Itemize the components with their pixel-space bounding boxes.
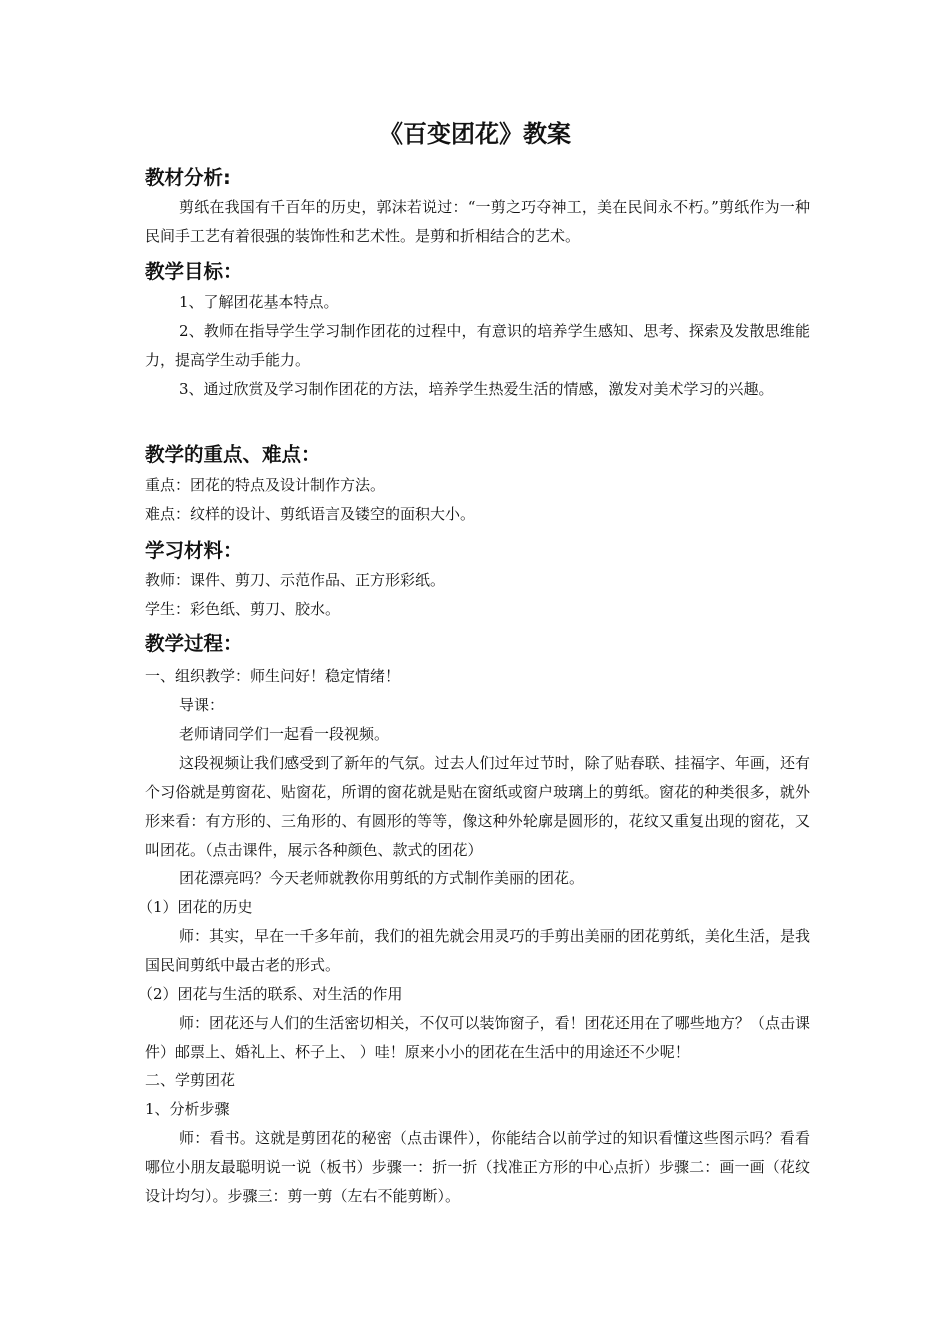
heading-process: 教学过程： <box>145 632 243 655</box>
process-step-2-1: 1、分析步骤 <box>145 1100 230 1118</box>
heading-materials: 学习材料： <box>145 539 243 562</box>
subsection-history-text: 师：其实，早在一千多年前，我们的祖先就会用灵巧的手剪出美丽的团花剪纸，美化生活，是我国民间剪纸中最古老的形式。 <box>145 927 810 974</box>
subsection-life-heading: （2）团花与生活的联系、对生活的作用 <box>138 985 403 1003</box>
intro-label: 导课： <box>179 696 225 714</box>
analysis-text: 剪纸在我国有千百年的历史，郭沫若说过：“一剪之巧夺神工，美在民间永不朽。”剪纸作为一种民间手工艺有着很强的装饰性和艺术性。是剪和折相结合的艺术。 <box>145 198 810 245</box>
goal-item-2: 2、教师在指导学生学习制作团花的过程中，有意识的培养学生感知、思考、探索及发散思维能力，提高学生动手能力。 <box>145 322 810 369</box>
heading-key-points: 教学的重点、难点： <box>145 443 321 466</box>
goal-item-1: 1、了解团花基本特点。 <box>179 293 339 311</box>
process-step-2: 二、学剪团花 <box>145 1071 236 1089</box>
goal-item-3: 3、通过欣赏及学习制作团花的方法，培养学生热爱生活的情感，激发对美术学习的兴趣。 <box>179 380 774 398</box>
subsection-history-heading: （1）团花的历史 <box>138 898 253 916</box>
document-title: 《百变团花》教案 <box>379 120 571 148</box>
difficult-point-text: 难点：纹样的设计、剪纸语言及镂空的面积大小。 <box>145 505 476 523</box>
process-step-2-text: 师：看书。这就是剪团花的秘密（点击课件），你能结合以前学过的知识看懂这些图示吗？看看哪位小朋友最聪明说一说（板书）步骤一：折一折（找准正方形的中心点折）步骤二：画一画（花纹设计均匀）。步骤三：剪一剪（左右不能剪断）。 <box>145 1129 810 1205</box>
heading-goals: 教学目标： <box>145 260 243 283</box>
heading-analysis: 教材分析: <box>145 166 231 189</box>
key-point-text: 重点：团花的特点及设计制作方法。 <box>145 476 386 494</box>
materials-student: 学生：彩色纸、剪刀、胶水。 <box>145 600 341 618</box>
process-step-1: 一、组织教学：师生问好！稳定情绪！ <box>145 667 401 685</box>
intro-paragraph-2: 这段视频让我们感受到了新年的气氛。过去人们过年过节时，除了贴春联、挂福字、年画，还有个习俗就是剪窗花、贴窗花，所谓的窗花就是贴在窗纸或窗户玻璃上的剪纸。窗花的种类很多，就外形来看：有方形的、三角形的、有圆形的等等，像这种外轮廓是圆形的，花纹又重复出现的窗花，又叫团花。（点击课件，展示各种颜色、款式的团花） <box>145 754 810 859</box>
intro-paragraph-3: 团花漂亮吗？今天老师就教你用剪纸的方式制作美丽的团花。 <box>179 869 585 887</box>
materials-teacher: 教师：课件、剪刀、示范作品、正方形彩纸。 <box>145 571 446 589</box>
subsection-life-text: 师：团花还与人们的生活密切相关，不仅可以装饰窗子，看！团花还用在了哪些地方？（点击课件）邮票上、婚礼上、杯子上、 ）哇！原来小小的团花在生活中的用途还不少呢！ <box>145 1014 810 1061</box>
intro-paragraph-1: 老师请同学们一起看一段视频。 <box>179 725 390 743</box>
